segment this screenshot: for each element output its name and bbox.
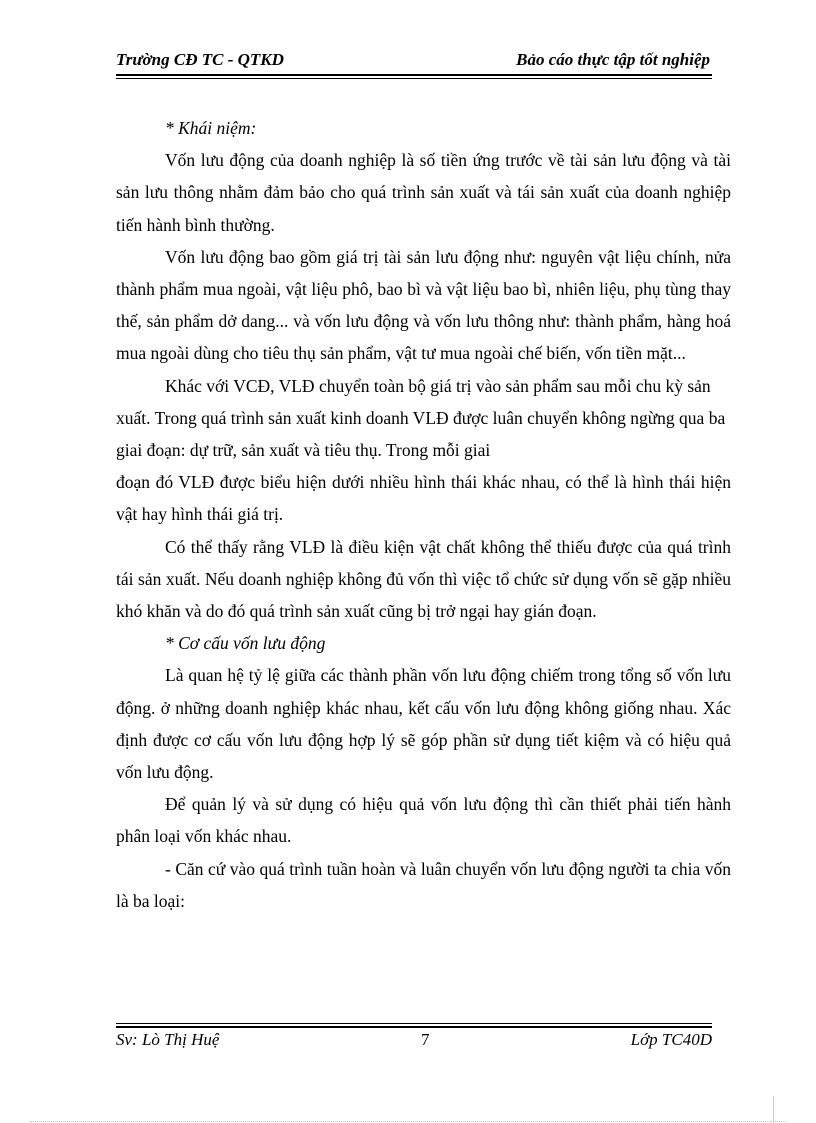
heading-khai-niem: * Khái niệm: bbox=[165, 118, 257, 138]
report-title: Bảo cáo thực tập tốt nghiệp bbox=[516, 50, 710, 69]
footer-rule-thick bbox=[116, 1026, 712, 1028]
header-rule-thick bbox=[116, 74, 712, 76]
page-footer bbox=[116, 1030, 712, 1054]
paragraph-structure: Là quan hệ tỷ lệ giữa các thành phần vốn lưu động chiếm trong tổng số vốn lưu động. ở những doanh nghiệp khác nhau, kết cấu vốn lưu động không giống nhau. Xác định được cơ cấu vốn lưu động hợp lý sẽ góp phần sử dụng tiết kiệm và có hiệu quả vốn lưu động. bbox=[116, 665, 731, 783]
footer-rule-thin bbox=[116, 1023, 712, 1024]
paragraph-basis: - Căn cứ vào quá trình tuần hoàn và luân chuyển vốn lưu động người ta chia vốn là ba loại: bbox=[116, 858, 731, 911]
paragraph-circulation-part1: Khác với VCĐ, VLĐ chuyển toàn bộ giá trị vào sản phẩm sau mỗi chu kỳ sản xuất. Trong quá trình sản xuất kinh doanh VLĐ được luân chuyển không ngừng qua ba giai đoạn: dự trữ, sản xuất và tiêu thụ. Trong mỗi giai bbox=[116, 375, 726, 461]
paragraph-circulation-part2: đoạn đó VLĐ được biểu hiện dưới nhiều hình thái khác nhau, có thể là hình thái hiện vật hay hình thái giá trị. bbox=[116, 472, 731, 525]
paragraph-importance: Có thể thấy rằng VLĐ là điều kiện vật chất không thể thiếu được của quá trình tái sản xuất. Nếu doanh nghiệp không đủ vốn thì việc tổ chức sử dụng vốn sẽ gặp nhiều khó khăn và do đó quá trình sản xuất cũng bị trở ngại hay gián đoạn. bbox=[116, 536, 731, 622]
paragraph-definition: Vốn lưu động của doanh nghiệp là số tiền ứng trước về tài sản lưu động và tài sản lưu thông nhằm đảm bảo cho quá trình sản xuất và tái sản xuất của doanh nghiệp tiến hành bình thường. bbox=[116, 150, 731, 235]
header-rule-thin bbox=[116, 78, 712, 79]
page-number: 7 bbox=[421, 1030, 430, 1049]
page-header bbox=[116, 48, 712, 74]
school-name: Trường CĐ TC - QTKD bbox=[116, 50, 284, 69]
page-bottom-dotted-line bbox=[30, 1121, 786, 1122]
paragraph-classification: Để quản lý và sử dụng có hiệu quả vốn lưu động thì cần thiết phải tiến hành phân loại vốn khác nhau. bbox=[116, 794, 731, 847]
paragraph-components: Vốn lưu động bao gồm giá trị tài sản lưu động như: nguyên vật liệu chính, nửa thành phẩm mua ngoài, vật liệu phô, bao bì và vật liệu bao bì, nhiên liệu, phụ tùng thay thế, sản phẩm dở dang... và vốn lưu động và vốn lưu thông như: thành phẩm, hàng hoá mua ngoài dùng cho tiêu thụ sản phẩm, vật tư mua ngoài chế biến, vốn tiền mặt... bbox=[116, 246, 731, 364]
main-content bbox=[116, 112, 731, 917]
student-name: Sv: Lò Thị Huệ bbox=[116, 1030, 220, 1049]
heading-co-cau: * Cơ cấu vốn lưu động bbox=[165, 633, 326, 654]
class-name: Lớp TC40D bbox=[630, 1030, 712, 1049]
page-corner-line bbox=[773, 1096, 774, 1123]
